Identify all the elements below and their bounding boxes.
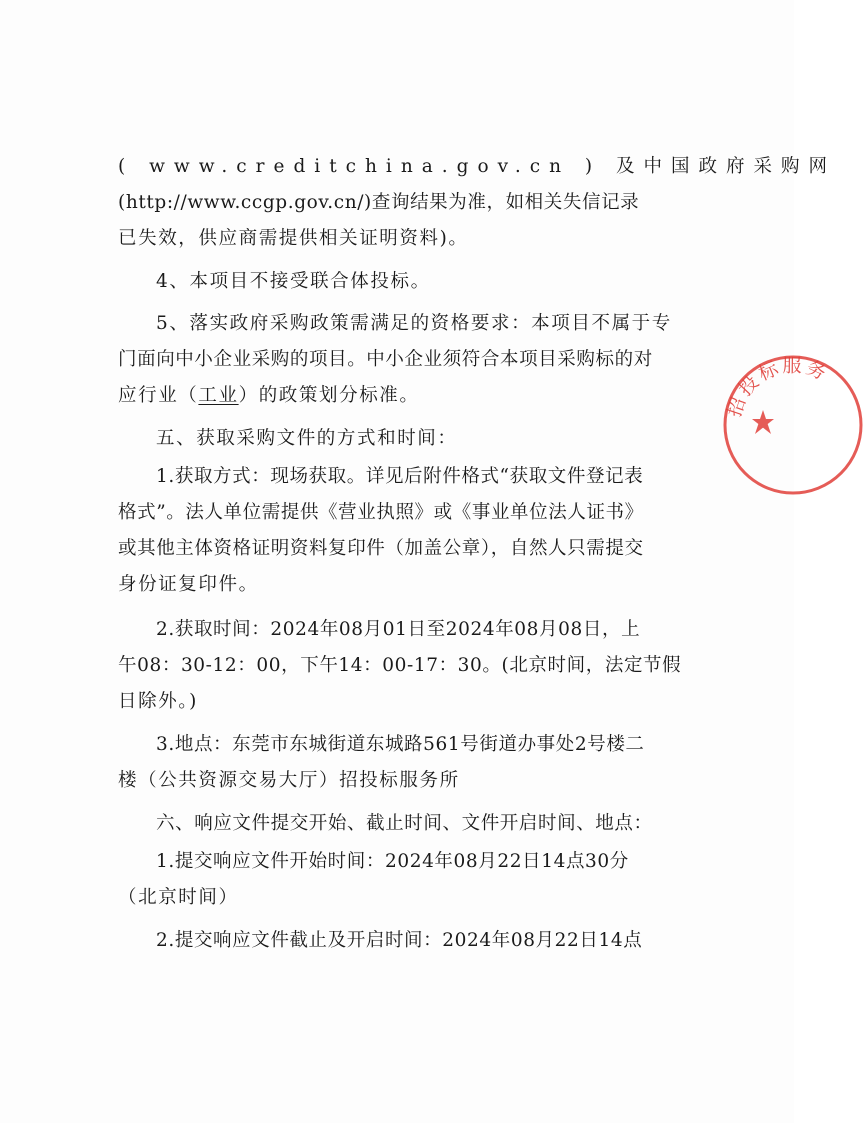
list-item: 1.获取方式：现场获取。详见后附件格式“获取文件登记表 — [156, 466, 644, 487]
text-line: 格式”。法人单位需提供《营业执照》或《事业单位法人证书》 — [118, 502, 644, 523]
text-fragment: ）的政策划分标准。 — [238, 385, 420, 406]
text-line: 午08：30-12：00，下午14：00-17：30。(北京时间，法定节假 — [118, 655, 682, 676]
list-item: 5、落实政府采购政策需满足的资格要求：本项目不属于专 — [156, 313, 672, 334]
text-line: 日除外。) — [118, 691, 198, 712]
list-item: 1.提交响应文件开始时间：2024年08月22日14点30分 — [156, 851, 629, 872]
seal-star-icon — [752, 410, 774, 434]
list-item: 3.地点：东莞市东城街道东城路561号街道办事处2号楼二 — [156, 734, 645, 755]
text-line: 门面向中小企业采购的项目。中小企业须符合本项目采购标的对 — [118, 349, 653, 370]
text-line: 或其他主体资格证明资料复印件（加盖公章），自然人只需提交 — [118, 538, 644, 559]
text-line: （北京时间） — [118, 887, 239, 908]
seal-text: 招投标服务 — [723, 354, 832, 420]
list-item: 2.提交响应文件截止及开启时间：2024年08月22日14点 — [156, 930, 643, 951]
section-heading: 五、获取采购文件的方式和时间： — [156, 428, 458, 449]
text-line: 身份证复印件。 — [118, 574, 259, 595]
official-seal-stamp — [718, 350, 868, 500]
industry-underlined: 工业 — [198, 385, 239, 406]
text-line: 已失效，供应商需提供相关证明资料)。 — [118, 228, 469, 249]
text-line: 楼（公共资源交易大厅）招投标服务所 — [118, 770, 460, 791]
text-line: (http://www.ccgp.gov.cn/)查询结果为准，如相关失信记录 — [118, 192, 640, 213]
svg-text:招投标服务 — [723, 355, 832, 420]
section-heading: 六、响应文件提交开始、截止时间、文件开启时间、地点： — [156, 813, 653, 834]
text-line — [118, 384, 420, 408]
text-fragment: 应行业（ — [118, 385, 199, 406]
text-line: ( www.creditchina.gov.cn ) 及中国政府采购网 — [118, 156, 837, 177]
list-item: 4、本项目不接受联合体投标。 — [156, 271, 431, 292]
list-item: 2.获取时间：2024年08月01日至2024年08月08日，上 — [156, 619, 641, 640]
